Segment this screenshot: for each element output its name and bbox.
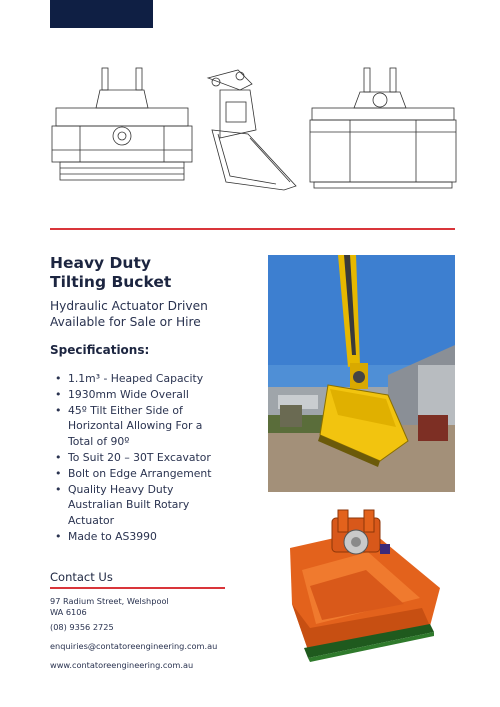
spec-item: • Quality Heavy Duty Australian Built Rotary Actuator [50, 482, 230, 529]
spec-item: • 45º Tilt Either Side of Horizontal Allowing For a Total of 90º [50, 403, 230, 450]
contact-divider [50, 587, 225, 589]
section-divider [50, 228, 455, 230]
contact-address [50, 596, 169, 617]
technical-drawings [50, 60, 460, 200]
subtitle-line1: Hydraulic Actuator Driven [50, 299, 208, 313]
side-view-drawing [208, 70, 296, 190]
product-title-line2: Tilting Bucket [50, 273, 172, 291]
contact-heading: Contact Us [50, 570, 113, 584]
product-title [50, 254, 171, 292]
front-view-drawing [52, 68, 192, 180]
address-line1: 97 Radium Street, Welshpool [50, 596, 169, 606]
header-brand-bar [50, 0, 153, 28]
bucket-3d-render [280, 508, 448, 670]
contact-email[interactable]: enquiries@contatoreengineering.com.au [50, 641, 218, 651]
contact-phone[interactable]: (08) 9356 2725 [50, 622, 114, 632]
product-subtitle [50, 298, 208, 330]
spec-item: • 1.1m³ - Heaped Capacity [50, 371, 230, 387]
specifications-heading: Specifications: [50, 343, 150, 357]
spec-item: • 1930mm Wide Overall [50, 387, 230, 403]
spec-item: • Bolt on Edge Arrangement [50, 466, 230, 482]
address-line2: WA 6106 [50, 606, 87, 617]
subtitle-line2: Available for Sale or Hire [50, 315, 201, 329]
excavator-bucket-photo [268, 255, 455, 492]
product-title-line1: Heavy Duty [50, 254, 151, 272]
contact-website[interactable]: www.contatoreengineering.com.au [50, 660, 194, 670]
rear-view-drawing [310, 68, 456, 188]
specifications-list [50, 371, 230, 545]
spec-item: • Made to AS3990 [50, 529, 230, 545]
spec-item: • To Suit 20 – 30T Excavator [50, 450, 230, 466]
